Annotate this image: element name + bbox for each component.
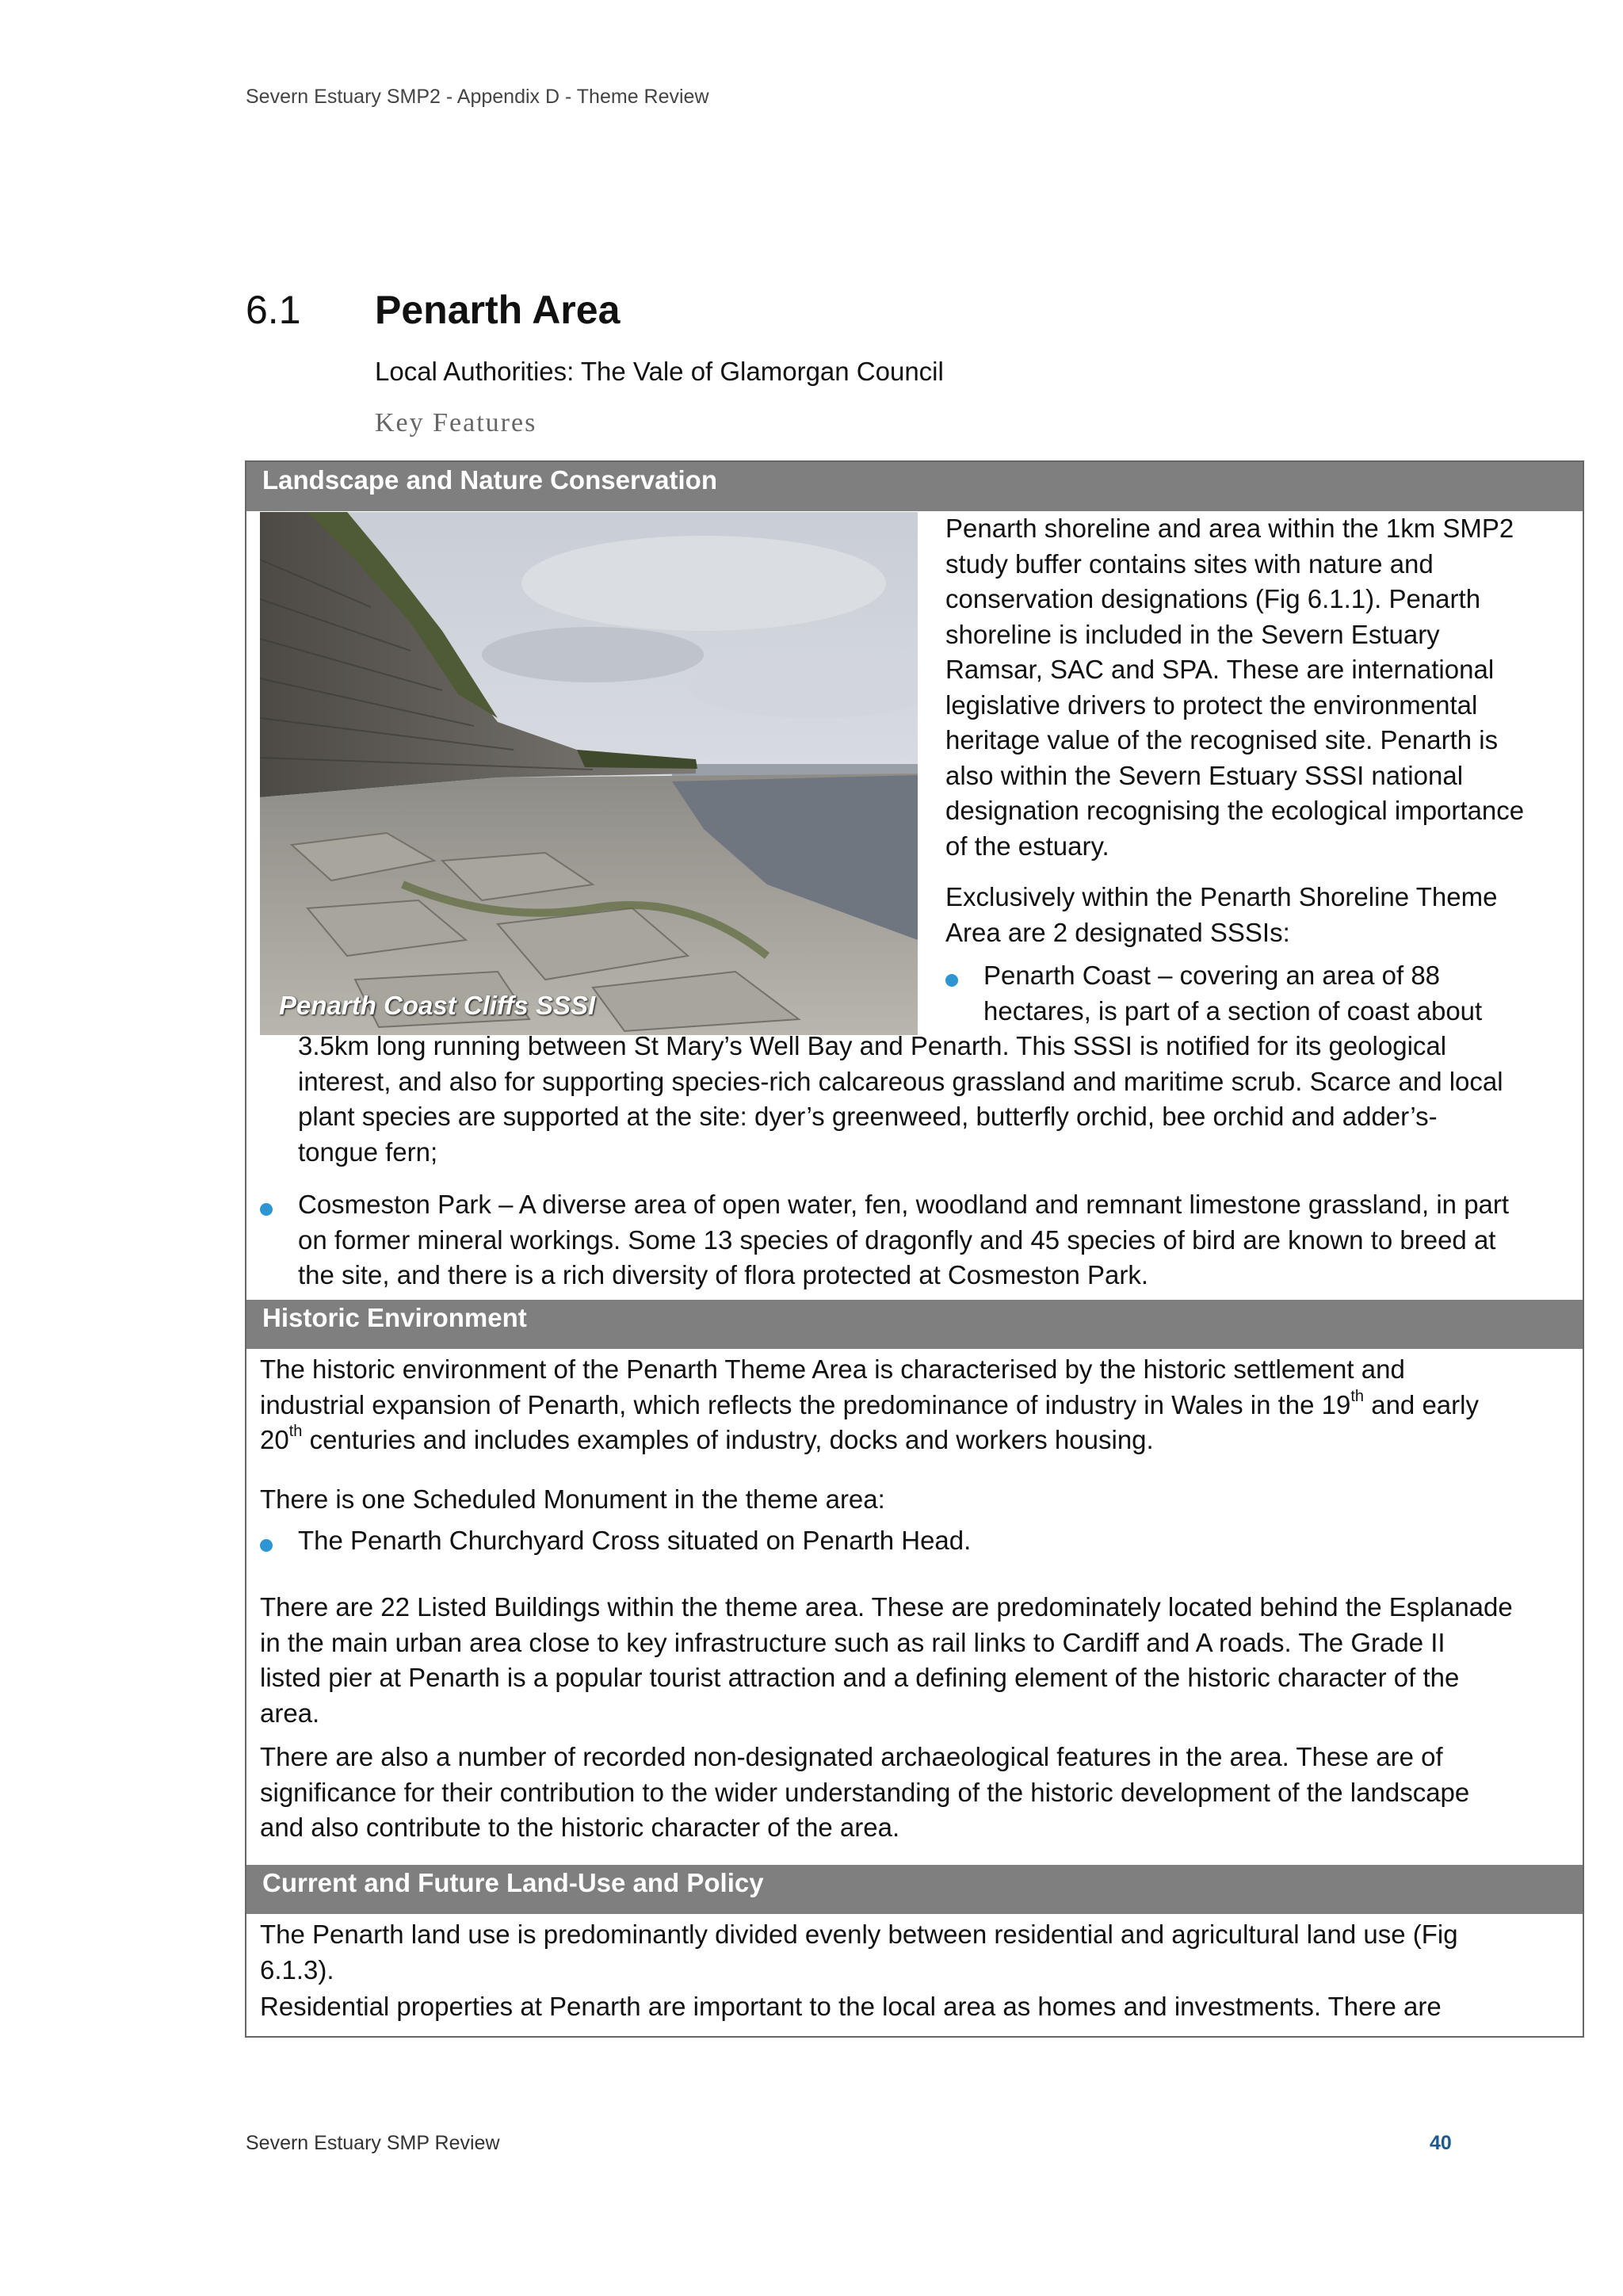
- scheduled-monument-item: The Penarth Churchyard Cross situated on Penarth Head.: [298, 1526, 972, 1555]
- scheduled-monument-intro: There is one Scheduled Monument in the theme area:: [260, 1484, 885, 1514]
- text-line: The Penarth land use is predominantly divided evenly between residential and agricultural land use (Fig: [260, 1920, 1458, 1949]
- text-line: hectares, is part of a section of coast about: [983, 995, 1483, 1026]
- text-line: plant species are supported at the site: dyer’s greenweed, butterfly orchid, bee orchid and adder’s-: [298, 1102, 1438, 1131]
- penarth-coast-photo: [260, 512, 918, 1035]
- text-line: Penarth Coast – covering an area of 88: [983, 961, 1441, 990]
- local-authorities: Local Authorities: The Vale of Glamorgan Council: [375, 357, 944, 386]
- text-line: interest, and also for supporting species-rich calcareous grassland and maritime scrub. Scarce and local: [298, 1066, 1503, 1096]
- text-line: The historic environment of the Penarth Theme Area is characterised by the historic settlement and: [260, 1354, 1405, 1384]
- text-line: and also contribute to the historic character of the area.: [260, 1813, 900, 1842]
- text-segment: industrial expansion of Penarth, which reflects the predominance of industry in Wales in the 19: [260, 1389, 1351, 1419]
- text-segment: and early: [1364, 1389, 1479, 1419]
- section-number: 6.1: [246, 288, 301, 332]
- text-line: in the main urban area close to key infrastructure such as rail links to Cardiff and A roads. The Grade II: [260, 1627, 1445, 1657]
- bullet-icon: [260, 1203, 273, 1216]
- coast-cliffs-image: [260, 512, 918, 1035]
- text-line: study buffer contains sites with nature and: [945, 548, 1434, 579]
- text-line: 3.5km long running between St Mary’s Well Bay and Penarth. This SSSI is notified for its geological: [298, 1031, 1447, 1060]
- running-footer: Severn Estuary SMP Review: [246, 2132, 500, 2154]
- key-features-table: [245, 460, 1584, 2038]
- listed-buildings-paragraph: [260, 1590, 1575, 1731]
- superscript: th: [288, 1423, 303, 1440]
- penarth-coast-item: [983, 958, 1578, 1029]
- text-line: conservation designations (Fig 6.1.1). Penarth: [945, 584, 1481, 613]
- historic-intro-paragraph: [260, 1352, 1575, 1458]
- text-line: 6.1.3).: [260, 1954, 334, 1985]
- text-line: tongue fern;: [298, 1137, 438, 1167]
- text-line: There are 22 Listed Buildings within the theme area. These are predominately located behind the Esplanade: [260, 1592, 1513, 1622]
- text-segment: centuries and includes examples of industry, docks and workers housing.: [302, 1425, 1154, 1454]
- landscape-intro-paragraph: [945, 511, 1579, 864]
- exclusive-sssi-paragraph: [945, 880, 1579, 950]
- text-line: area.: [260, 1698, 320, 1728]
- landuse-intro-paragraph: [260, 1917, 1575, 1988]
- penarth-coast-item-continued: [298, 1029, 1578, 1170]
- text-line: also within the Severn Estuary SSSI national: [945, 760, 1464, 790]
- running-header: Severn Estuary SMP2 - Appendix D - Theme Review: [246, 86, 709, 108]
- cosmeston-park-item: [298, 1187, 1578, 1293]
- text-line: Penarth shoreline and area within the 1km SMP2: [945, 514, 1514, 543]
- page-number: 40: [1430, 2132, 1452, 2154]
- text-line: shoreline is included in the Severn Estuary: [945, 619, 1440, 649]
- text-line: on former mineral workings. Some 13 species of dragonfly and 45 species of bird are known to breed at: [298, 1224, 1496, 1255]
- residential-paragraph: Residential properties at Penarth are important to the local area as homes and investments. There are: [260, 1992, 1442, 2021]
- text-line: the site, and there is a rich diversity of flora protected at Cosmeston Park.: [298, 1260, 1148, 1289]
- text-line: designation recognising the ecological importance: [945, 796, 1525, 825]
- text-line: There are also a number of recorded non-designated archaeological features in the area. These are of: [260, 1742, 1443, 1771]
- text-line: legislative drivers to protect the environmental: [945, 690, 1478, 720]
- archaeology-paragraph: [260, 1740, 1575, 1846]
- section-title: Penarth Area: [375, 288, 621, 332]
- text-line: of the estuary.: [945, 831, 1109, 861]
- text-line: [260, 1388, 1575, 1423]
- historic-section-header: Historic Environment: [246, 1300, 1583, 1349]
- text-line: Exclusively within the Penarth Shoreline Theme: [945, 882, 1498, 911]
- landuse-section-header: Current and Future Land-Use and Policy: [246, 1865, 1583, 1914]
- landscape-section-header: Landscape and Nature Conservation: [246, 462, 1583, 511]
- text-line: [260, 1423, 1575, 1458]
- text-line: Area are 2 designated SSSIs:: [945, 917, 1290, 947]
- bullet-icon: [260, 1539, 273, 1552]
- text-line: listed pier at Penarth is a popular tourist attraction and a defining element of the historic character of the: [260, 1663, 1460, 1692]
- text-segment: 20: [260, 1425, 289, 1454]
- text-line: Cosmeston Park – A diverse area of open water, fen, woodland and remnant limestone grassland, in part: [298, 1190, 1510, 1219]
- bullet-icon: [945, 974, 958, 987]
- text-line: significance for their contribution to the wider understanding of the historic development of the landscape: [260, 1777, 1470, 1807]
- photo-caption: Penarth Coast Cliffs SSSI: [279, 991, 596, 1020]
- superscript: th: [1350, 1387, 1365, 1405]
- text-line: heritage value of the recognised site. Penarth is: [945, 725, 1499, 755]
- key-features-heading: Key Features: [375, 408, 537, 437]
- text-line: Ramsar, SAC and SPA. These are international: [945, 655, 1495, 684]
